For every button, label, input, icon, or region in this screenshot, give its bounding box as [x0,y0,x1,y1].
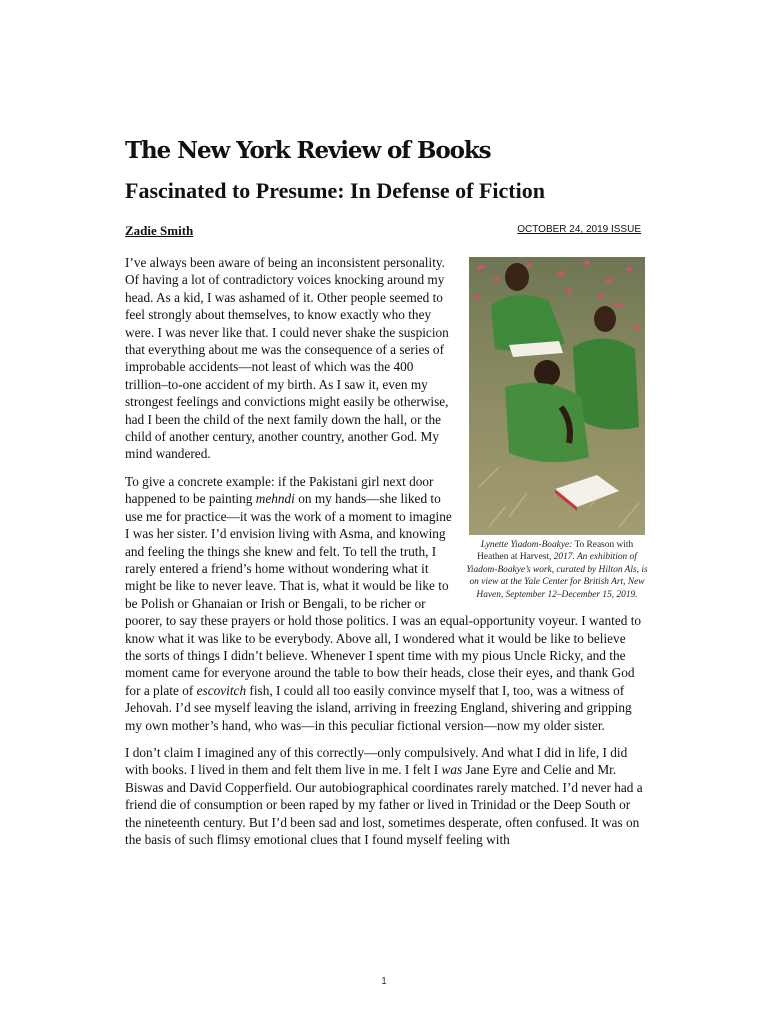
painting-image [469,257,645,535]
paragraph-text: on my hands—she liked to use me for practice—it was the work of a moment to imagine I was her sister. I’d envision living with Asma, and knowing and feeling the things she knew and felt. To tell the truth, I rarely entered a friend’s home without wondering what it might be like to never leave. That is, what it would be like to be Polish or Ghanaian or Irish or Bengali, to be richer or poorer, to say these prayers or hold those politics. I was an equal-opportunity voyeur. I wanted to know what it was like to be everybody. Above all, I wondered what it would be like to believe the sorts of things I didn’t believe. Whenever I spent time with my pious Uncle Ricky, and the moment came for everyone around the table to bow their heads, close their eyes, and thank God for a plate of [125,491,642,698]
article-title: Fascinated to Presume: In Defense of Fiction [125,178,545,203]
paragraph-text: Jane Eyre and Celie and Mr. Biswas and David Copperfield. Our autobiographical coordinates rarely matched. I’d never had a friend die of consumption or been raped by my father or lived in Trinidad or the Deep South or the nineteenth century. But I’d been sad and lost, sometimes desperate, often confused. It was on the basis of such flimsy emotional clues that I found myself feeling with [125,762,643,847]
article-paragraph [125,744,645,848]
paragraph-text: I don’t claim I imagined any of this correctly—only compulsively. And what I did in life, I did with books. I lived in them and felt them live in me. I felt I [125,744,628,778]
italic-text: escovitch [196,682,247,698]
paragraph-text: I’ve always been aware of being an inconsistent personality. Of having a lot of contradictory voices knocking around my head. As a kid, I was ashamed of it. Other people seemed to feel strongly about themselves, to know exactly who they were. I was never like that. I could never shake the suspicion that everything about me was the consequence of a series of improbable accidents—not least of which was the 400 trillion–to-one accident of my birth. As I saw it, even my strongest feelings and convictions might easily be otherwise, had I been the child of the next family down the hall, or the child of another century, another country, another God. My mind wandered. [125,255,449,462]
article-body [125,254,648,858]
publication-masthead: The New York Review of Books [125,137,491,164]
italic-text: mehndi [255,491,295,507]
italic-text: was [441,762,463,778]
author-byline-link[interactable]: Zadie Smith [125,223,194,238]
figure-caption: Lynette Yiadom-Boakye: To Reason with Heathen at Harvest, 2017. An exhibition of Yiadom-Boakye’s work, curated by Hilton Als, is on view at the Yale Center for British Art, New Haven, September 12–December 15, 2019. [466,540,648,600]
paragraph-text: To give a concrete example: if the Pakistani girl next door happened to be painting [125,473,434,507]
paragraph-text: fish, I could all too easily convince myself that I, too, was a witness of Jehovah. I’d see myself leaving the island, arriving in freezing England, shivering and gripping my own mother’s hand, who was—in this peculiar fictional version—now my older sister. [125,682,632,733]
issue-date-link[interactable]: OCTOBER 24, 2019 ISSUE [517,224,641,235]
page-number: 1 [381,976,387,987]
article-figure [466,257,648,601]
